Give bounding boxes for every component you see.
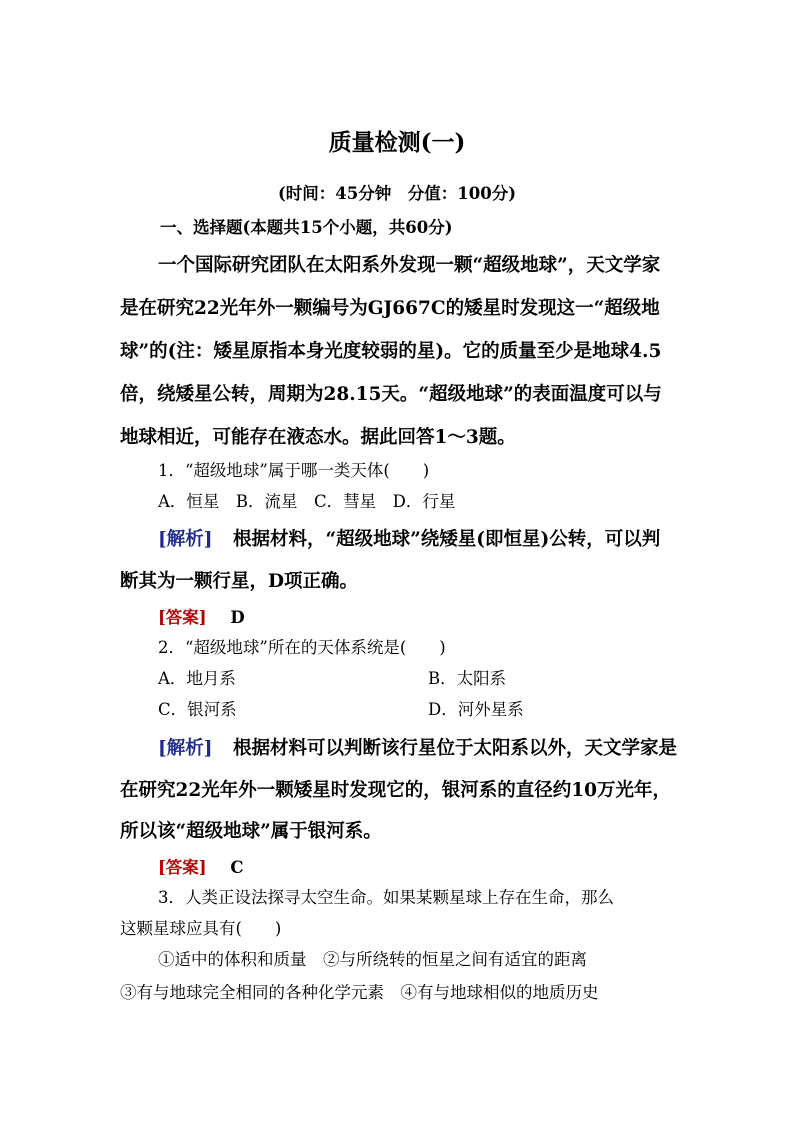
answer-value: D bbox=[230, 608, 245, 627]
analysis-text: 根据材料可以判断该行星位于太阳系以外，天文学家是 bbox=[232, 738, 677, 759]
analysis-tag: [解析] bbox=[158, 529, 213, 550]
analysis-text: 根据材料，“超级地球”绕矮星(即恒星)公转，可以判 bbox=[232, 529, 661, 550]
material-line: 一个国际研究团队在太阳系外发现一颗“超级地球”，天文学家 bbox=[158, 255, 661, 276]
question-1-answer bbox=[158, 604, 245, 628]
section-heading: 一、选择题(本题共15个小题，共60分) bbox=[160, 218, 453, 237]
question-3-item: ③有与地球完全相同的各种化学元素 ④有与地球相似的地质历史 bbox=[120, 983, 599, 1002]
question-3-stem: 3．人类正设法探寻太空生命。如果某颗星球上存在生命，那么 bbox=[158, 888, 614, 907]
question-3-stem: 这颗星球应具有( ) bbox=[120, 919, 282, 938]
answer-value: C bbox=[230, 858, 244, 877]
material-line: 地球相近，可能存在液态水。据此回答1～3题。 bbox=[120, 427, 516, 448]
question-1-options: A．恒星 B．流星 C．彗星 D．行星 bbox=[158, 492, 456, 511]
question-1-stem: 1．“超级地球”属于哪一类天体( ) bbox=[158, 461, 430, 480]
question-2-stem: 2．“超级地球”所在的天体系统是( ) bbox=[158, 638, 446, 657]
page-title: 质量检测(一) bbox=[328, 129, 466, 156]
analysis-text: 所以该“超级地球”属于银河系。 bbox=[120, 821, 382, 842]
option-c: C．银河系 bbox=[158, 700, 237, 719]
analysis-text: 断其为一颗行星，D项正确。 bbox=[120, 571, 359, 592]
analysis-tag: [解析] bbox=[158, 738, 213, 759]
question-1-analysis bbox=[158, 525, 660, 551]
answer-tag: [答案] bbox=[158, 858, 207, 877]
material-line: 是在研究22光年外一颗编号为GJ667C的矮星时发现这一“超级地 bbox=[120, 298, 660, 319]
option-b: B．太阳系 bbox=[428, 669, 507, 688]
material-line: 球”的(注：矮星原指本身光度较弱的星)。它的质量至少是地球4.5 bbox=[120, 341, 662, 362]
answer-tag: [答案] bbox=[158, 608, 207, 627]
question-2-answer bbox=[158, 854, 244, 878]
question-3-item: ①适中的体积和质量 ②与所绕转的恒星之间有适宜的距离 bbox=[158, 950, 587, 969]
exam-meta: (时间：45分钟 分值：100分) bbox=[277, 184, 517, 203]
material-line: 倍，绕矮星公转，周期为28.15天。“超级地球”的表面温度可以与 bbox=[120, 384, 662, 405]
question-2-analysis bbox=[158, 734, 677, 760]
option-a: A．地月系 bbox=[158, 669, 236, 688]
option-d: D．河外星系 bbox=[428, 700, 524, 719]
analysis-text: 在研究22光年外一颗矮星时发现它的，银河系的直径约10万光年， bbox=[120, 780, 671, 801]
